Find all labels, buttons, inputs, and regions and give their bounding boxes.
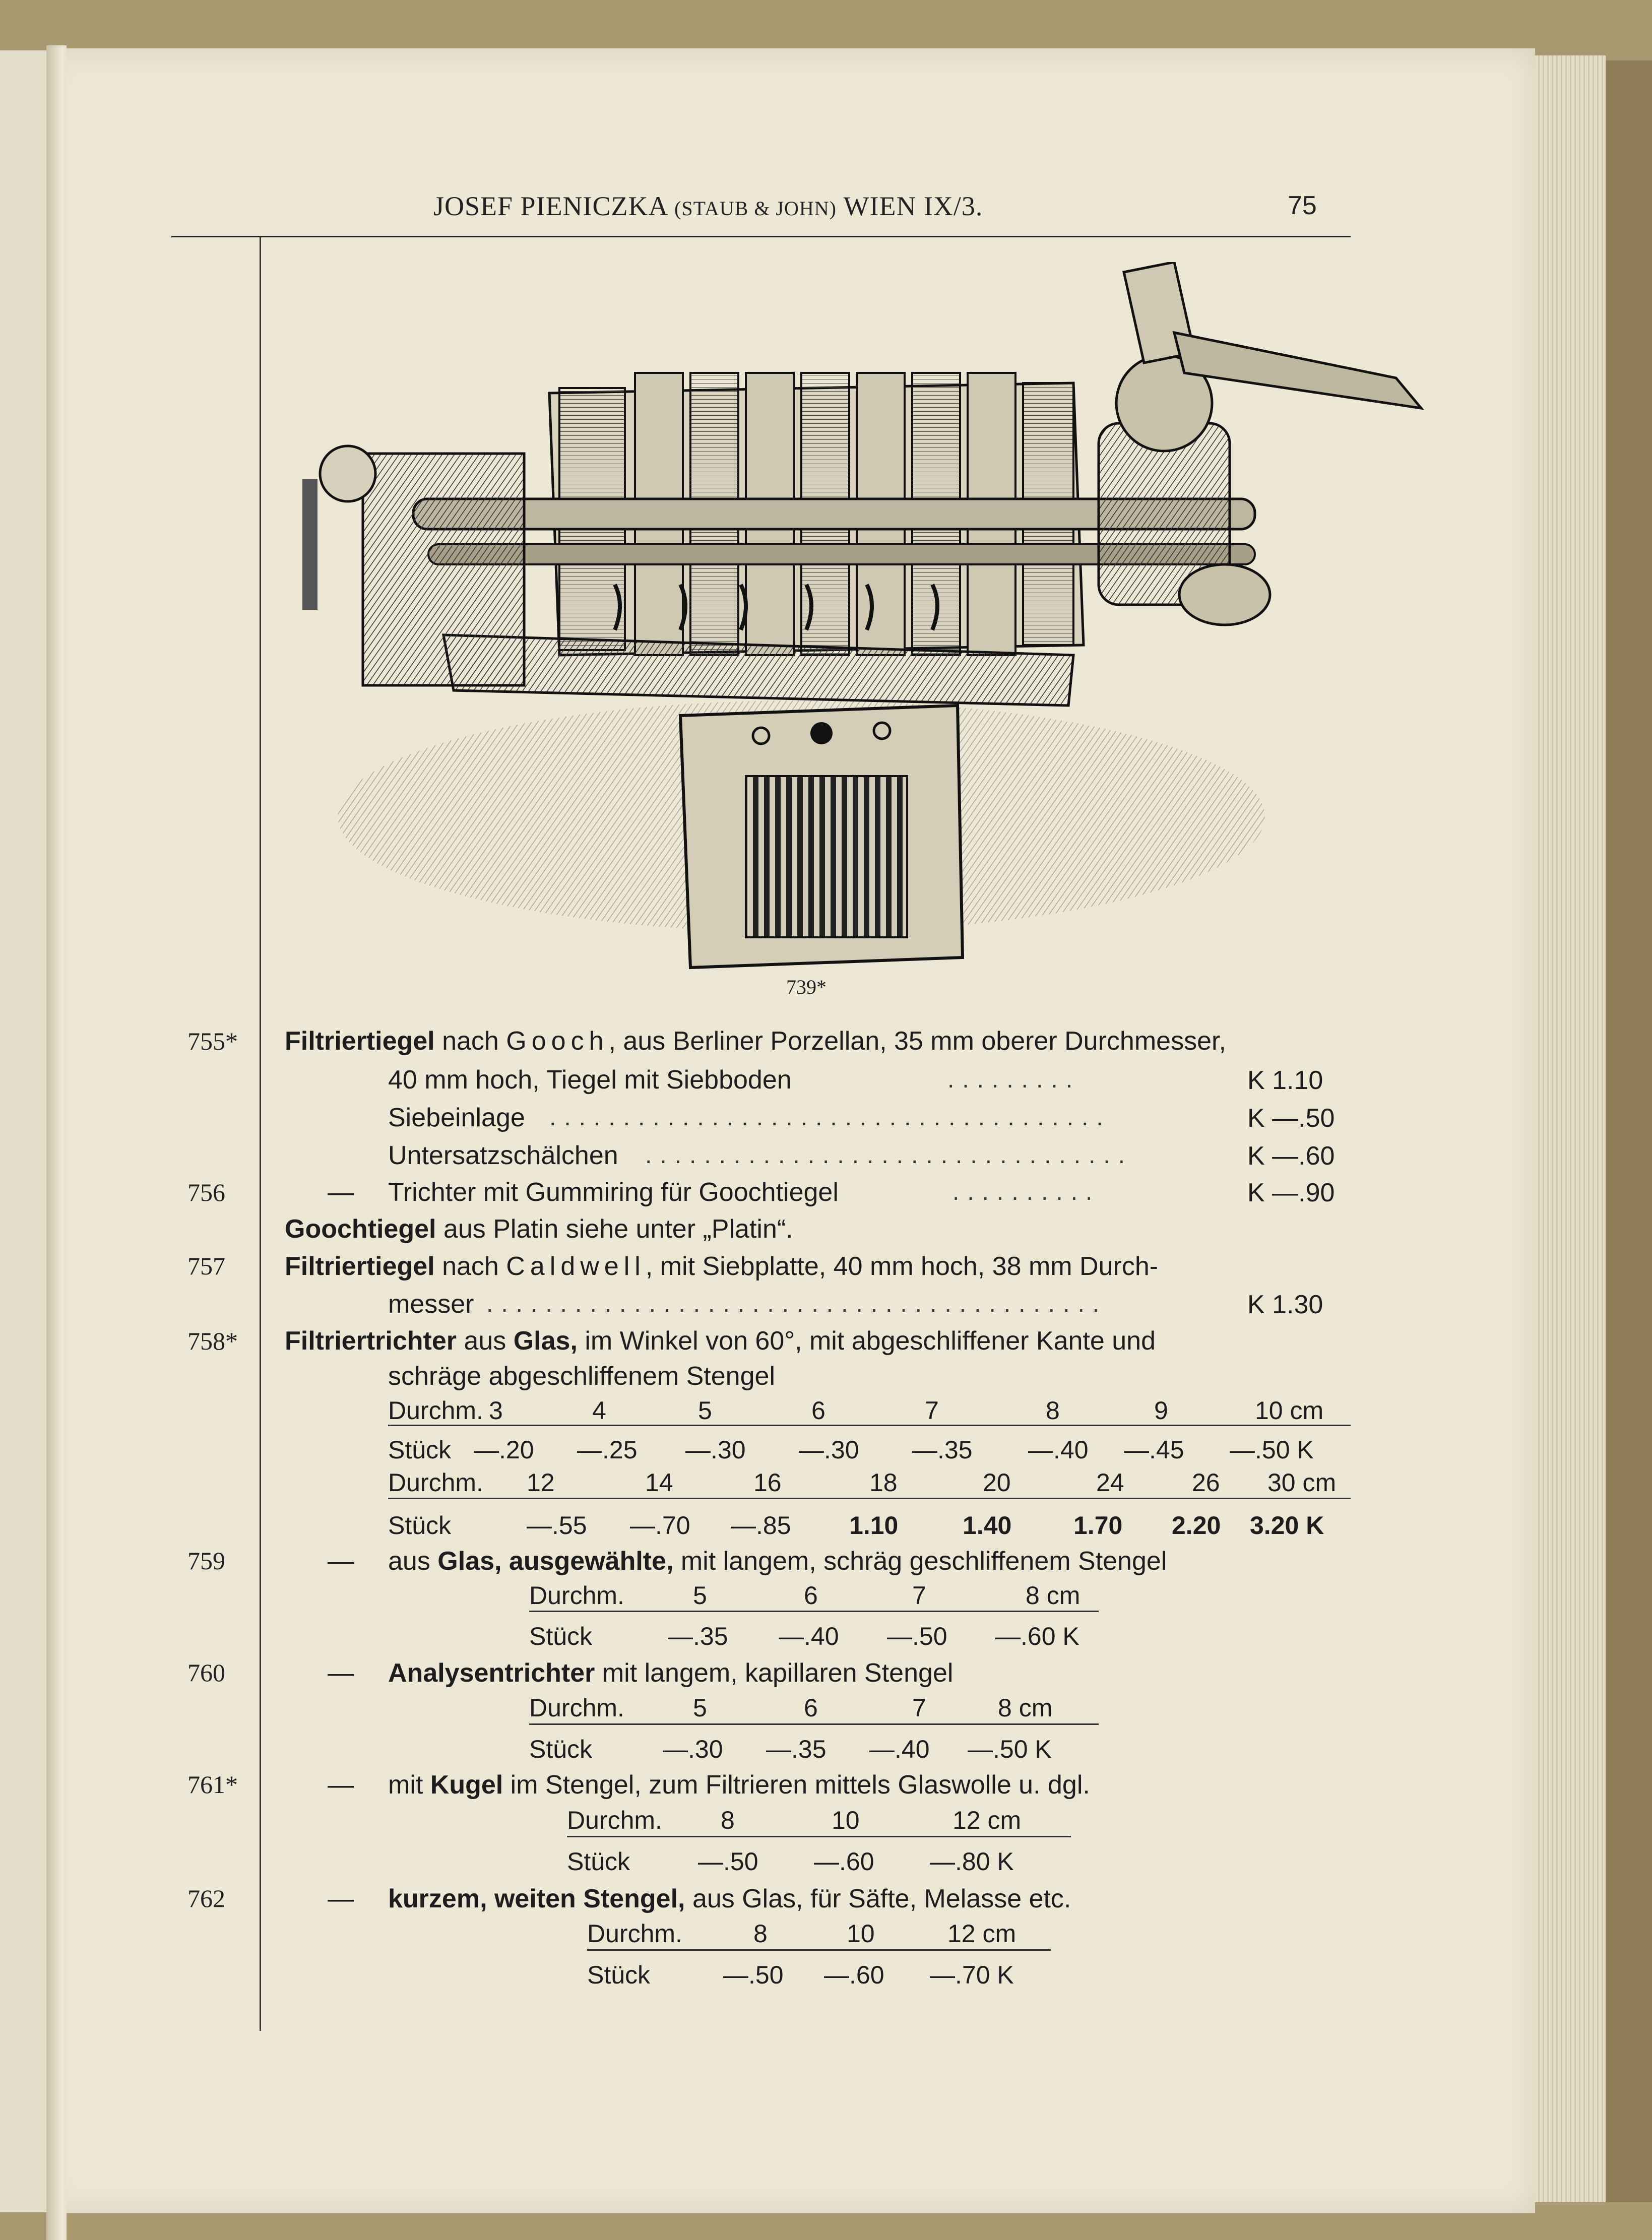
size-cell: 12 cm [947,1919,1016,1948]
text: mit langem, schräg geschliffenem Stengel [673,1547,1167,1576]
entry-758-line2: schräge abgeschliffenem Stengel [388,1362,775,1391]
material: Glas, [513,1326,578,1356]
text: im Stengel, zum Filtrieren mittels Glaswolle u. dgl. [503,1770,1090,1800]
size-cell: 14 [645,1468,673,1497]
price-cell: —.45 [1124,1436,1184,1464]
text: nach [434,1027,506,1056]
price-label: Stück [388,1511,452,1540]
price-cell: —.40 [869,1735,930,1763]
price-cell: —.40 [1028,1436,1089,1464]
cloth-binding [1606,60,1652,2202]
entry-761-line1 [388,1772,1090,1798]
entry-757-line1 [285,1253,1158,1279]
entry-759-line1 [388,1548,1167,1574]
product-name: Filtriertrichter [285,1326,457,1356]
feature: Kugel [430,1770,503,1800]
price-cell: —.50 K [968,1735,1052,1763]
item-number: 758* [187,1327,238,1355]
price-cell: —.60 K [995,1622,1079,1650]
price-cell: 1.10 [849,1511,899,1540]
size-cell: 8 cm [1026,1581,1081,1610]
margin-rule [260,237,261,2031]
table-rule [529,1723,1099,1725]
size-cell: 3 [489,1396,503,1425]
size-cell: 8 [1046,1396,1060,1425]
size-cell: 10 cm [1255,1396,1324,1425]
size-cell: 8 [721,1806,735,1834]
product-name: Analysentrichter [388,1658,595,1688]
entry-756-text: Trichter mit Gummiring für Goochtiegel [388,1178,839,1207]
size-cell: 5 [693,1581,707,1610]
size-cell: 7 [912,1581,926,1610]
table-rule [388,1498,1351,1499]
price-cell: —.50 [698,1847,758,1876]
size-cell: 18 [869,1468,898,1497]
size-cell: 8 [753,1919,768,1948]
size-cell: 30 cm [1267,1468,1337,1497]
entry-755-line4: Untersatzschälchen [388,1141,618,1170]
price-cell: —.40 [779,1622,839,1650]
text: , aus Berliner Porzellan, 35 mm oberer Durchmesser, [608,1027,1226,1056]
size-cell: 20 [983,1468,1011,1497]
price-cell: —.70 K [930,1961,1014,1989]
product-name: Filtriertiegel [285,1027,435,1056]
price-cell: 1.40 [963,1511,1012,1540]
price-cell: —.55 [527,1511,587,1540]
page-stack-edge [1535,55,1606,2202]
size-cell: 26 [1192,1468,1220,1497]
text: aus Platin siehe unter „Platin“. [436,1214,793,1244]
price-label: Stück [587,1961,651,1989]
size-cell: 4 [592,1396,606,1425]
size-cell: 7 [912,1694,926,1722]
price-cell: —.70 [630,1511,690,1540]
header-city: WIEN IX/3. [843,191,983,221]
text: aus [388,1547,438,1576]
dash: — [328,1884,354,1913]
text: aus [456,1326,514,1356]
running-header [433,190,983,222]
item-number: 762 [187,1884,225,1912]
item-number: 756 [187,1178,225,1206]
text: aus Glas, für Säfte, Melasse etc. [685,1884,1071,1913]
table-rule [587,1949,1051,1951]
price-cell: 1.70 [1073,1511,1123,1540]
text: nach [434,1252,506,1281]
price-cell: —.25 [577,1436,638,1464]
dash: — [328,1658,354,1688]
size-label: Durchm. [587,1919,682,1948]
left-page-edge [0,50,46,2212]
price-cell: —.35 [912,1436,973,1464]
price-cell: —.50 [723,1961,784,1989]
price-label: Stück [529,1735,593,1763]
spaced-name: Gooch [506,1027,609,1056]
price-cell: —.30 [799,1436,859,1464]
size-label: Durchm. [529,1694,624,1722]
size-cell: 6 [804,1694,818,1722]
size-cell: 5 [698,1396,712,1425]
size-label: Durchm. [529,1581,624,1610]
item-number: 759 [187,1547,225,1575]
price-label: Stück [529,1622,593,1650]
header-company: JOSEF PIENICZKA [433,191,667,221]
size-cell: 10 [847,1919,875,1948]
leader-dots: .......................................... [486,1291,1108,1317]
size-cell: 16 [753,1468,782,1497]
price-label: Stück [567,1847,630,1876]
item-number: 755* [187,1027,238,1055]
leader-dots: .......... [952,1179,1101,1205]
price-cell: —.50 K [1230,1436,1314,1464]
leader-dots: ................................. [645,1142,1133,1169]
price-cell: —.30 [663,1735,723,1763]
size-label: Durchm. [388,1396,483,1425]
size-cell: 12 cm [952,1806,1022,1834]
text: mit [388,1770,430,1800]
size-cell: 9 [1154,1396,1168,1425]
size-cell: 5 [693,1694,707,1722]
spaced-name: Caldwell [506,1252,646,1281]
price-cell: 2.20 [1172,1511,1221,1540]
size-cell: 24 [1096,1468,1124,1497]
entry-760-line1 [388,1660,953,1686]
price-label: Stück [388,1436,452,1464]
spine-shadow [46,45,67,2240]
entry-756-line2 [285,1216,793,1242]
price: K —.90 [1247,1178,1335,1207]
entry-755-line1 [285,1028,1226,1054]
price-cell: —.20 [474,1436,534,1464]
table-rule [388,1425,1351,1426]
product-name: Filtriertiegel [285,1252,435,1281]
item-number: 757 [187,1252,225,1280]
entry-758-line1 [285,1328,1156,1354]
dash: — [328,1547,354,1576]
size-cell: 10 [832,1806,860,1834]
size-label: Durchm. [567,1806,662,1834]
filter-press-illustration [287,262,1462,978]
feature: kurzem, weiten Stengel, [388,1884,685,1913]
table-rule [567,1836,1071,1837]
price-cell: —.85 [731,1511,791,1540]
text: , mit Siebplatte, 40 mm hoch, 38 mm Durch- [645,1252,1159,1281]
table-rule [529,1611,1099,1612]
size-cell: 6 [804,1581,818,1610]
material: Glas, ausgewählte, [437,1547,674,1576]
product-name: Goochtiegel [285,1214,436,1244]
price-cell: —.50 [887,1622,947,1650]
entry-762-line1 [388,1886,1071,1912]
header-rule [171,236,1351,237]
dash: — [328,1770,354,1800]
text: mit langem, kapillaren Stengel [595,1658,954,1688]
leader-dots: ...................................... [549,1104,1111,1131]
price-cell: —.35 [766,1735,827,1763]
price: K —.50 [1247,1104,1335,1133]
figure-caption: 739* [786,976,827,998]
size-cell: 12 [527,1468,555,1497]
price-cell: —.60 [824,1961,884,1989]
size-cell: 7 [925,1396,939,1425]
price-cell: —.60 [814,1847,874,1876]
price: K —.60 [1247,1141,1335,1171]
text: im Winkel von 60°, mit abgeschliffener Kante und [577,1326,1156,1356]
price-cell: —.35 [668,1622,728,1650]
item-number: 761* [187,1770,238,1799]
price-cell: 3.20 K [1250,1511,1324,1540]
size-cell: 6 [811,1396,825,1425]
price: K 1.10 [1247,1066,1323,1095]
item-number: 760 [187,1658,225,1687]
price: K 1.30 [1247,1290,1323,1319]
entry-755-line2: 40 mm hoch, Tiegel mit Siebboden [388,1065,792,1095]
page-number: 75 [1288,191,1317,220]
entry-757-line2: messer [388,1290,474,1319]
price-cell: —.30 [685,1436,746,1464]
header-partners: (STAUB & JOHN) [674,197,837,220]
size-cell: 8 cm [998,1694,1053,1722]
price-cell: —.80 K [930,1847,1014,1876]
leader-dots: ......... [947,1066,1081,1093]
dash: — [328,1178,354,1207]
size-label: Durchm. [388,1468,483,1497]
entry-755-line3: Siebeinlage [388,1103,525,1132]
